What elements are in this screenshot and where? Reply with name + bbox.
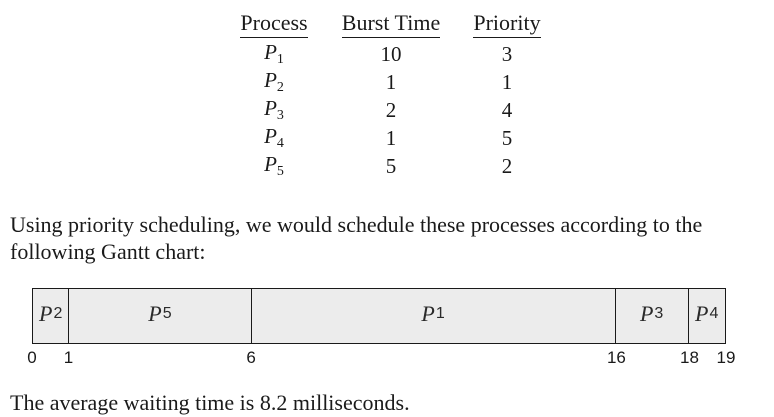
gantt-chart bbox=[32, 288, 726, 344]
process-letter: P bbox=[264, 40, 277, 64]
gantt-segment bbox=[33, 289, 69, 343]
time-tick-label: 0 bbox=[27, 348, 37, 367]
average-waiting-time: The average waiting time is 8.2 milliseconds. bbox=[10, 390, 410, 415]
process-table bbox=[222, 10, 558, 180]
process-subscript: 1 bbox=[276, 52, 284, 67]
gantt-segment bbox=[69, 289, 251, 343]
segment-process-letter: P bbox=[148, 301, 162, 326]
time-tick-label: 6 bbox=[246, 348, 256, 367]
burst-time-cell: 1 bbox=[385, 125, 397, 150]
segment-process-subscript: 3 bbox=[654, 305, 664, 322]
table-row bbox=[222, 152, 558, 180]
priority-cell: 3 bbox=[501, 41, 513, 66]
process-letter: P bbox=[264, 124, 277, 148]
segment-process-subscript: 5 bbox=[162, 305, 172, 322]
process-letter: P bbox=[264, 68, 277, 92]
process-subscript: 4 bbox=[276, 136, 284, 151]
segment-process-letter: P bbox=[39, 301, 53, 326]
time-tick-label: 18 bbox=[680, 348, 699, 367]
priority-cell: 4 bbox=[501, 97, 513, 122]
table-row bbox=[222, 40, 558, 68]
process-name-cell bbox=[222, 68, 326, 96]
header-process: Process bbox=[222, 10, 326, 40]
time-tick-label: 16 bbox=[606, 348, 626, 367]
header-priority: Priority bbox=[456, 10, 558, 40]
process-name-cell bbox=[222, 96, 326, 124]
table-row bbox=[222, 124, 558, 152]
process-name-cell bbox=[222, 40, 326, 68]
gantt-segment bbox=[616, 289, 689, 343]
process-name-cell bbox=[222, 152, 326, 180]
process-name-cell bbox=[222, 124, 326, 152]
burst-time-cell: 10 bbox=[380, 41, 402, 66]
segment-process-subscript: 2 bbox=[53, 305, 63, 322]
burst-time-cell: 2 bbox=[385, 97, 397, 122]
segment-process-letter: P bbox=[421, 301, 435, 326]
process-letter: P bbox=[264, 152, 277, 176]
time-tick-label: 19 bbox=[716, 348, 736, 367]
process-letter: P bbox=[264, 96, 277, 120]
gantt-segment bbox=[252, 289, 616, 343]
table-row bbox=[222, 96, 558, 124]
description-paragraph: Using priority scheduling, we would schedule these processes according to the following Gantt chart: bbox=[10, 212, 703, 264]
segment-process-letter: P bbox=[695, 301, 709, 326]
gantt-time-axis bbox=[0, 348, 774, 372]
process-subscript: 2 bbox=[276, 80, 284, 95]
header-burst-time: Burst Time bbox=[326, 10, 456, 40]
process-table-body bbox=[222, 40, 558, 180]
burst-time-cell: 1 bbox=[385, 69, 397, 94]
priority-cell: 1 bbox=[501, 69, 513, 94]
gantt-segment bbox=[689, 289, 725, 343]
priority-cell: 5 bbox=[501, 125, 513, 150]
process-subscript: 3 bbox=[276, 108, 284, 123]
time-tick-label: 1 bbox=[63, 348, 74, 367]
table-row bbox=[222, 68, 558, 96]
burst-time-cell: 5 bbox=[385, 153, 397, 178]
process-subscript: 5 bbox=[276, 164, 284, 179]
segment-process-subscript: 4 bbox=[709, 305, 719, 322]
priority-cell: 2 bbox=[501, 153, 513, 178]
segment-process-letter: P bbox=[639, 301, 654, 326]
segment-process-subscript: 1 bbox=[435, 305, 445, 322]
